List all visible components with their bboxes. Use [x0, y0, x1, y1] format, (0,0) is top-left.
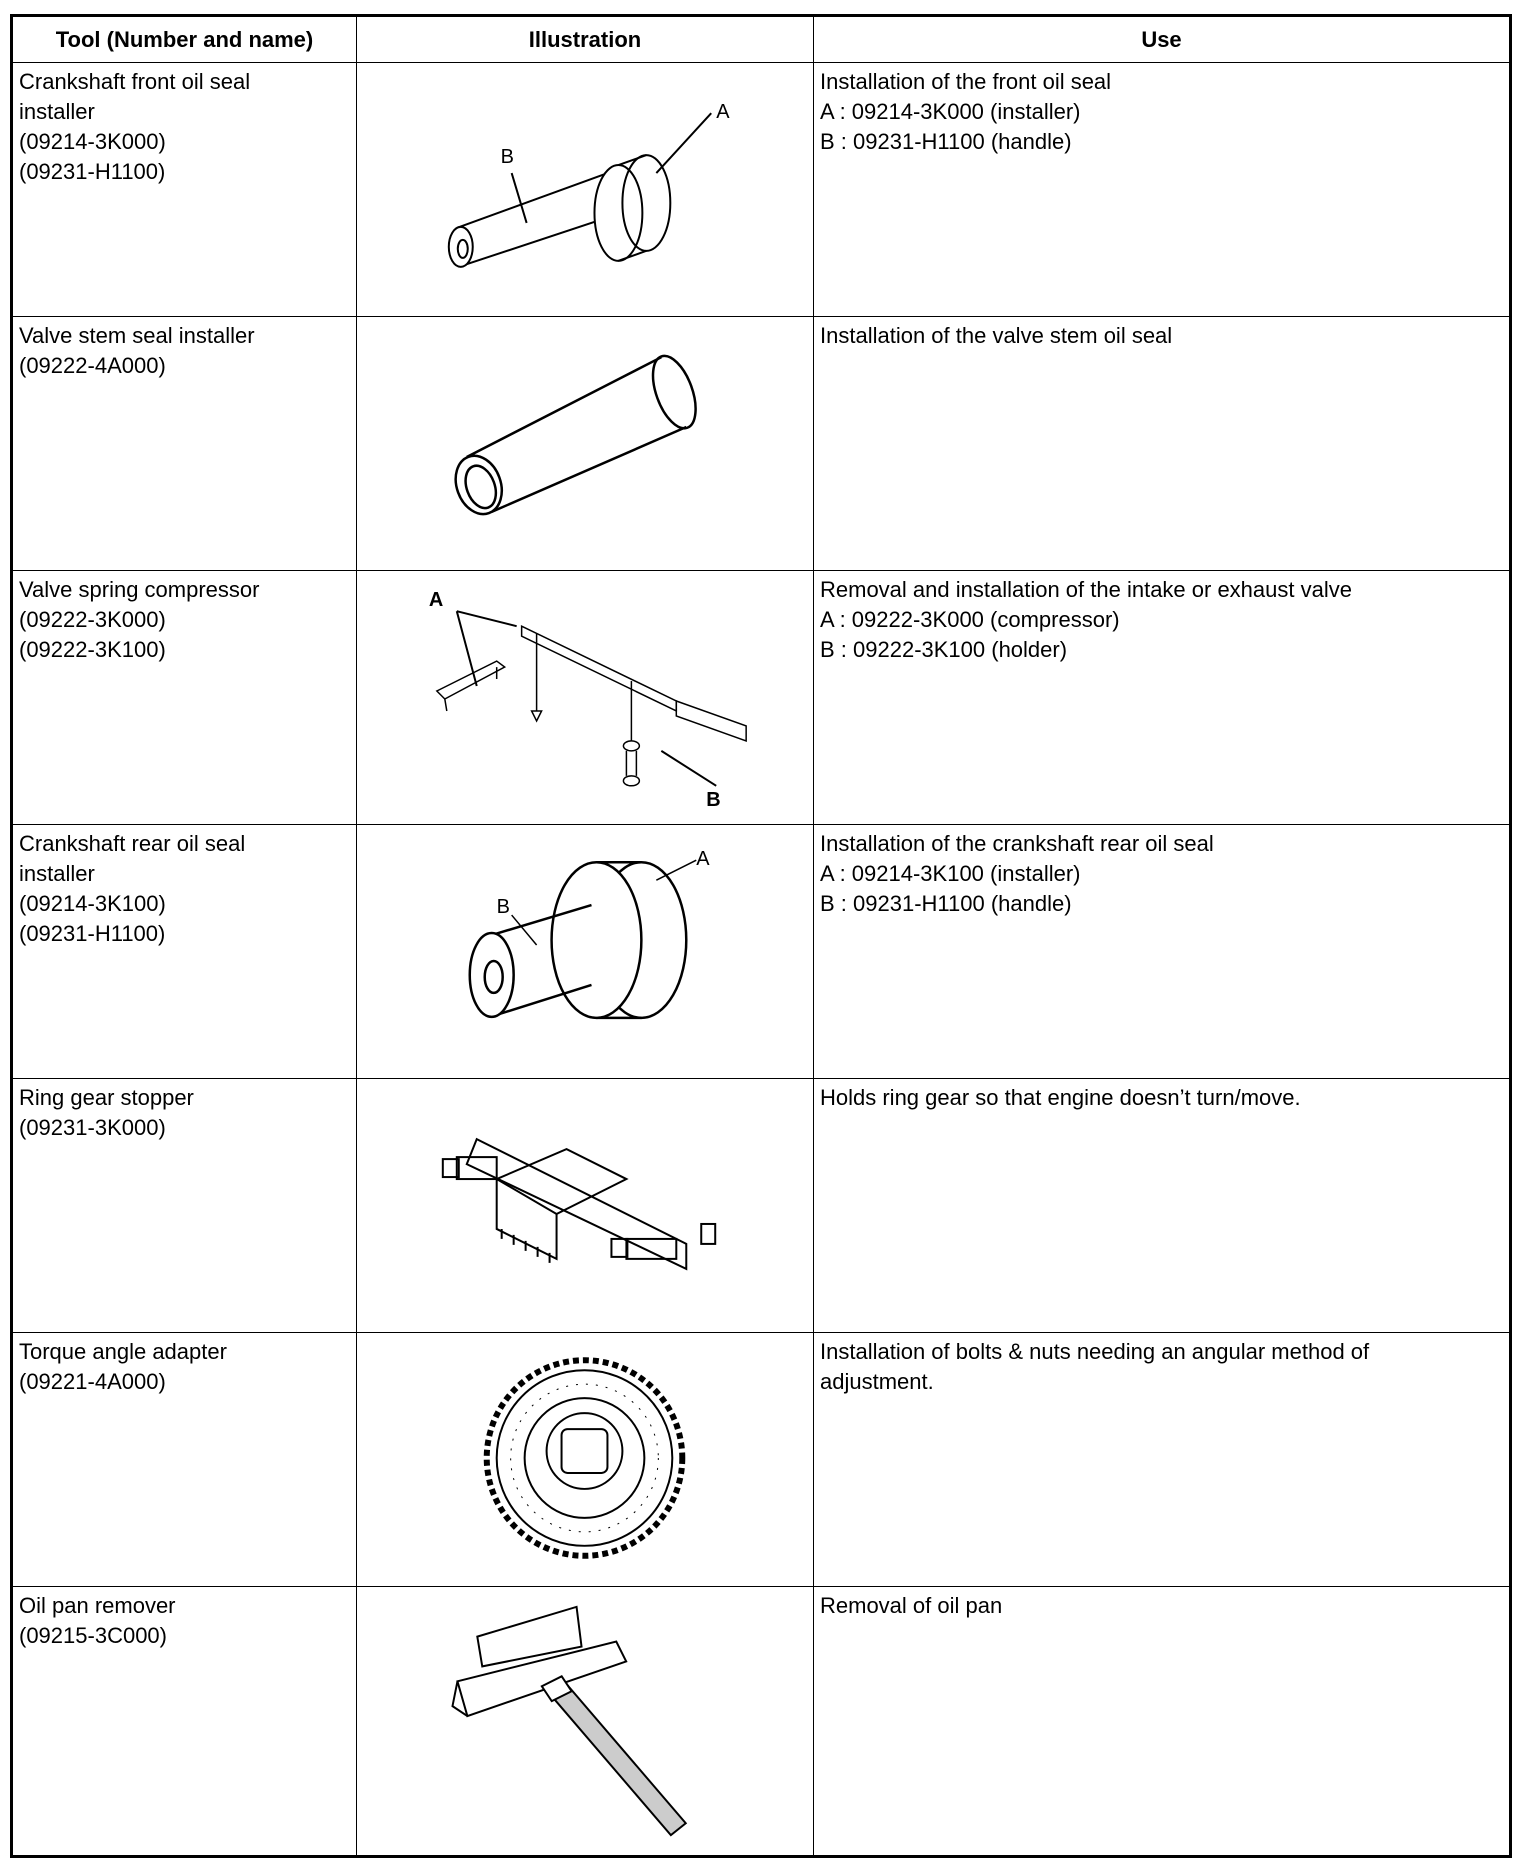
tool-number: (09215-3C000) — [19, 1623, 167, 1648]
tool-cell — [12, 1079, 357, 1333]
tool-name: Valve spring compressor — [19, 577, 260, 602]
use-cell — [814, 317, 1511, 571]
tool-cell — [12, 63, 357, 317]
table-row — [12, 63, 1511, 317]
tool-name: Crankshaft front oil seal — [19, 69, 251, 94]
header-use: Use — [814, 16, 1511, 63]
tool-number: (09222-3K100) — [19, 637, 166, 662]
illustration-ring-gear-stopper — [357, 1079, 814, 1333]
tool-number: (09222-4A000) — [19, 353, 166, 378]
header-illustration: Illustration — [357, 16, 814, 63]
tool-name: Torque angle adapter — [19, 1339, 227, 1364]
table-row — [12, 1333, 1511, 1587]
use-text: B : 09231-H1100 (handle) — [820, 129, 1072, 154]
use-text: Installation of the crankshaft rear oil seal — [820, 831, 1214, 856]
use-cell — [814, 571, 1511, 825]
use-cell — [814, 63, 1511, 317]
tool-number: (09221-4A000) — [19, 1369, 166, 1394]
use-cell — [814, 1333, 1511, 1587]
use-text: A : 09214-3K100 (installer) — [820, 861, 1081, 886]
use-cell — [814, 825, 1511, 1079]
table-row — [12, 317, 1511, 571]
table-row — [12, 571, 1511, 825]
special-tools-table — [10, 14, 1512, 1858]
valve-spring-compressor-drawing — [357, 571, 813, 824]
tool-number: (09231-H1100) — [19, 159, 166, 184]
use-text: adjustment. — [820, 1369, 934, 1394]
tool-cell — [12, 1587, 357, 1857]
tool-cell — [12, 571, 357, 825]
illustration-oil-pan-remover — [357, 1587, 814, 1857]
tool-number: (09231-H1100) — [19, 921, 166, 946]
use-text: Installation of the valve stem oil seal — [820, 323, 1173, 348]
label-a: A — [716, 101, 730, 124]
use-text: A : 09214-3K000 (installer) — [820, 99, 1081, 124]
table-row — [12, 1079, 1511, 1333]
ring-gear-stopper-drawing — [357, 1079, 813, 1332]
use-text: A : 09222-3K000 (compressor) — [820, 607, 1120, 632]
illustration-rear-seal-installer — [357, 825, 814, 1079]
label-b: B — [500, 146, 514, 169]
use-cell — [814, 1079, 1511, 1333]
label-b: B — [496, 896, 511, 919]
use-text: Installation of the front oil seal — [820, 69, 1112, 94]
header-tool: Tool (Number and name) — [12, 16, 357, 63]
tool-cell — [12, 825, 357, 1079]
tool-name: Ring gear stopper — [19, 1085, 194, 1110]
oil-pan-remover-drawing — [357, 1587, 813, 1855]
tool-cell — [12, 1333, 357, 1587]
illustration-torque-angle-adapter — [357, 1333, 814, 1587]
use-text: B : 09231-H1100 (handle) — [820, 891, 1072, 916]
torque-angle-adapter-drawing — [357, 1333, 813, 1586]
tool-name: installer — [19, 99, 95, 124]
label-b: B — [706, 788, 721, 811]
table-header-row — [12, 16, 1511, 63]
table-row — [12, 1587, 1511, 1857]
tool-name: installer — [19, 861, 95, 886]
use-text: B : 09222-3K100 (holder) — [820, 637, 1068, 662]
valve-stem-seal-installer-drawing — [357, 317, 813, 570]
tool-number: (09222-3K000) — [19, 607, 166, 632]
illustration-front-seal-installer — [357, 63, 814, 317]
front-seal-installer-drawing — [357, 63, 813, 316]
tool-name: Crankshaft rear oil seal — [19, 831, 246, 856]
use-text: Installation of bolts & nuts needing an angular method of — [820, 1339, 1370, 1364]
tool-number: (09231-3K000) — [19, 1115, 166, 1140]
illustration-valve-spring-compressor — [357, 571, 814, 825]
tool-number: (09214-3K000) — [19, 129, 166, 154]
illustration-valve-stem-seal-installer — [357, 317, 814, 571]
label-a: A — [696, 848, 710, 871]
use-cell — [814, 1587, 1511, 1857]
label-a: A — [428, 589, 444, 612]
use-text: Holds ring gear so that engine doesn’t turn/move. — [820, 1085, 1301, 1110]
rear-seal-installer-drawing — [357, 825, 813, 1078]
use-text: Removal and installation of the intake or exhaust valve — [820, 577, 1352, 602]
tool-cell — [12, 317, 357, 571]
use-text: Removal of oil pan — [820, 1593, 1003, 1618]
table-row — [12, 825, 1511, 1079]
tool-name: Oil pan remover — [19, 1593, 176, 1618]
tool-number: (09214-3K100) — [19, 891, 166, 916]
tool-name: Valve stem seal installer — [19, 323, 255, 348]
